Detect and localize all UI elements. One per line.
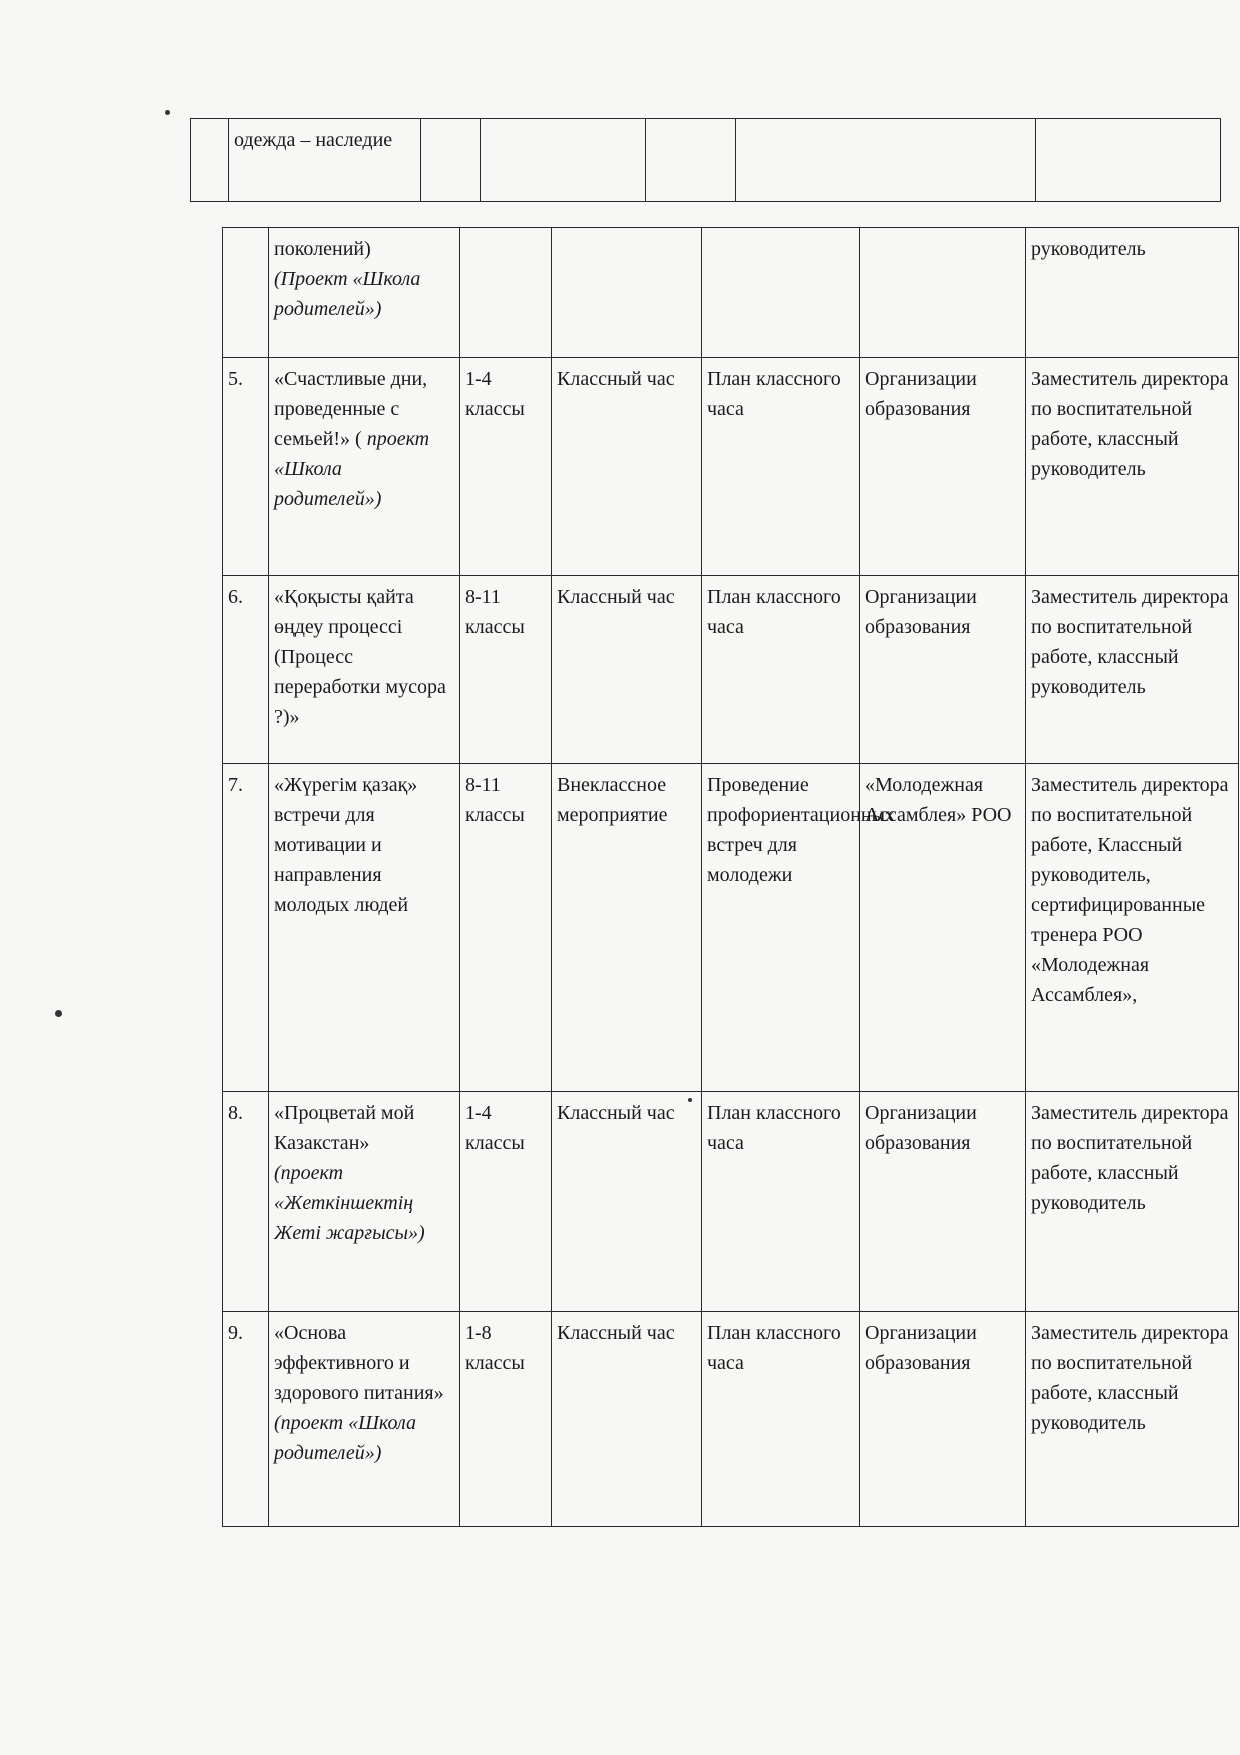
partners: Организации образования (860, 358, 1026, 576)
event-title-cell (269, 576, 460, 764)
grades: 1-4 классы (460, 358, 552, 576)
grades: 8-11 классы (460, 764, 552, 1092)
event-title: поколений) (274, 238, 371, 260)
event-title: «Қоқысты қайта өңдеу процессі ( (274, 586, 414, 668)
row-number: 5. (223, 358, 269, 576)
event-title-tail: Процесс переработки мусора ?)» (274, 646, 446, 728)
events-table (222, 227, 1239, 1527)
partners: Организации образования (860, 1092, 1026, 1312)
row-number: 8. (223, 1092, 269, 1312)
event-title-cell (269, 358, 460, 576)
top-table-fragment (190, 118, 1221, 202)
table-row (223, 1092, 1239, 1312)
row-number: 9. (223, 1312, 269, 1527)
top-cell-1 (191, 119, 229, 202)
responsible: Заместитель директора по воспитательной работе, классный руководитель (1026, 576, 1239, 764)
event-title: «Жүрегім қазақ» встречи для мотивации и направления молодых людей (274, 774, 418, 916)
result: Проведение профориентационных встреч для молодежи (702, 764, 860, 1092)
row-number: 7. (223, 764, 269, 1092)
scan-speck (165, 110, 170, 115)
responsible: Заместитель директора по воспитательной работе, классный руководитель (1026, 358, 1239, 576)
form: Классный час (552, 1312, 702, 1527)
grades: 8-11 классы (460, 576, 552, 764)
scan-speck (55, 1010, 62, 1017)
grades: 1-8 классы (460, 1312, 552, 1527)
partners: Организации образования (860, 576, 1026, 764)
table-row (191, 119, 1221, 202)
responsible: Заместитель директора по воспитательной работе, классный руководитель (1026, 1312, 1239, 1527)
top-cell-4 (481, 119, 646, 202)
event-project: (проект «Жеткіншектің Жеті жарғысы») (274, 1162, 425, 1244)
row-number (223, 228, 269, 358)
top-cell-title: одежда – наследие (229, 119, 421, 202)
partners: «Молодежная Ассамблея» РОО (860, 764, 1026, 1092)
top-cell-7 (1036, 119, 1221, 202)
event-title: «Процветай мой Казакстан» (274, 1102, 415, 1154)
result (702, 228, 860, 358)
partners: Организации образования (860, 1312, 1026, 1527)
top-cell-6 (736, 119, 1036, 202)
result: План классного часа (702, 358, 860, 576)
event-title: «Основа эффективного и здорового питания» (274, 1322, 444, 1404)
form: Классный час (552, 1092, 702, 1312)
responsible: руководитель (1026, 228, 1239, 358)
form: Внеклассное мероприятие (552, 764, 702, 1092)
responsible: Заместитель директора по воспитательной работе, Классный руководитель, сертифицированные тренера РОО «Молодежная Ассамблея», (1026, 764, 1239, 1092)
table-row (223, 576, 1239, 764)
result: План классного часа (702, 576, 860, 764)
event-title-cell (269, 1092, 460, 1312)
row-number: 6. (223, 576, 269, 764)
bleed-through-text (80, 1440, 84, 1460)
event-project: (проект «Школа родителей») (274, 1412, 416, 1464)
table-row (223, 1312, 1239, 1527)
table-row (223, 764, 1239, 1092)
event-title-cell (269, 1312, 460, 1527)
partners (860, 228, 1026, 358)
event-title: «Счастливые дни, проведенные с семьей!» ( (274, 368, 428, 450)
grades (460, 228, 552, 358)
event-project: проект «Школа родителей») (274, 428, 430, 510)
responsible: Заместитель директора по воспитательной работе, классный руководитель (1026, 1092, 1239, 1312)
event-title-cell (269, 764, 460, 1092)
grades: 1-4 классы (460, 1092, 552, 1312)
table-row (223, 358, 1239, 576)
form (552, 228, 702, 358)
event-project: (Проект «Школа родителей») (274, 268, 421, 320)
result: План классного часа (702, 1092, 860, 1312)
result: План классного часа (702, 1312, 860, 1527)
top-cell-5 (646, 119, 736, 202)
form: Классный час (552, 358, 702, 576)
form: Классный час (552, 576, 702, 764)
event-title-cell (269, 228, 460, 358)
table-row (223, 228, 1239, 358)
top-cell-3 (421, 119, 481, 202)
